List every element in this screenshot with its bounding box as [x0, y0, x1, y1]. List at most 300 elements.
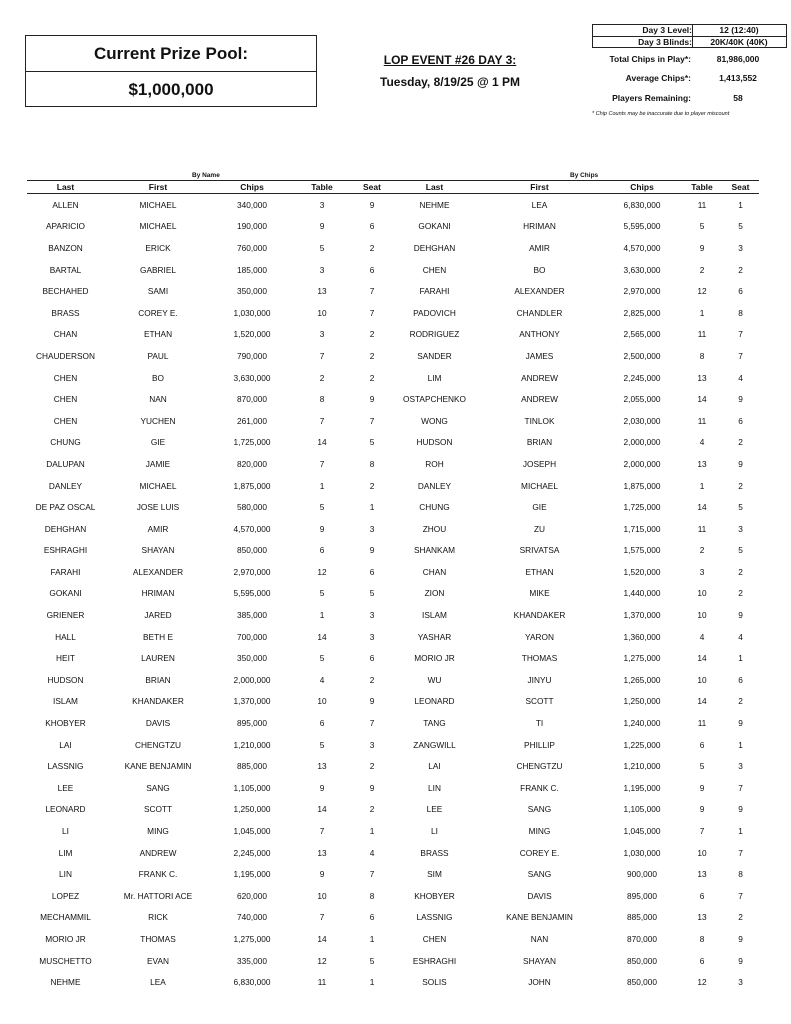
table-number-cell: 14 [697, 502, 707, 513]
seat-number-cell: 3 [738, 242, 743, 253]
last-name-cell: BARTAL [49, 264, 82, 275]
first-name-cell: HRIMAN [523, 221, 556, 232]
first-name-cell: BRIAN [145, 674, 171, 685]
first-name-cell: LEA [150, 977, 166, 988]
table-number-cell: 11 [697, 329, 707, 340]
chips-cell: 2,970,000 [233, 566, 271, 577]
table-row [27, 712, 759, 734]
last-name-cell: LEE [426, 804, 443, 815]
last-name-cell: ISLAM [422, 610, 447, 621]
table-number-cell: 9 [699, 242, 705, 253]
first-name-cell: SAMI [147, 286, 169, 297]
table-number-cell: 13 [317, 286, 327, 297]
first-name-cell: SANG [527, 869, 552, 880]
chips-cell: 1,030,000 [623, 847, 661, 858]
last-name-cell: HUDSON [47, 674, 84, 685]
last-name-cell: DEHGHAN [44, 523, 87, 534]
last-name-cell: APARICIO [45, 221, 86, 232]
last-name-cell: FARAHI [50, 566, 81, 577]
table-number-cell: 4 [699, 437, 705, 448]
table-number-cell: 9 [319, 782, 325, 793]
last-name-cell: DALUPAN [46, 458, 85, 469]
seat-number-cell: 2 [369, 350, 375, 361]
first-name-cell: JOSEPH [522, 458, 557, 469]
seat-number-cell: 5 [369, 955, 375, 966]
table-number-cell: 7 [319, 912, 325, 923]
last-name-cell: MUSCHETTO [39, 955, 92, 966]
table-row [27, 669, 759, 691]
chips-cell: 1,370,000 [233, 696, 271, 707]
first-name-cell: SHAYAN [141, 545, 175, 556]
last-name-cell: SHANKAM [413, 545, 456, 556]
first-name-cell: KHANDAKER [132, 696, 184, 707]
table-number-cell: 5 [319, 502, 325, 513]
players-remaining-label: Players Remaining: [612, 93, 691, 103]
chips-cell: 340,000 [237, 199, 267, 210]
table-number-cell: 12 [317, 566, 327, 577]
seat-number-cell: 5 [738, 545, 743, 556]
seat-number-cell: 3 [738, 977, 743, 988]
last-name-cell: LAI [59, 739, 72, 750]
table-number-cell: 13 [697, 458, 707, 469]
first-name-cell: JAMIE [145, 458, 171, 469]
table-row [27, 799, 759, 821]
last-name-cell: CHAUDERSON [35, 350, 95, 361]
seat-number-cell: 4 [738, 631, 743, 642]
last-name-cell: CHUNG [50, 437, 81, 448]
chips-cell: 850,000 [237, 545, 267, 556]
table-number-cell: 13 [317, 761, 327, 772]
last-name-cell: DANLEY [417, 480, 452, 491]
seat-number-cell: 4 [369, 847, 375, 858]
table-number-cell: 9 [319, 523, 325, 534]
table-number-cell: 14 [317, 804, 327, 815]
table-number-cell: 2 [319, 372, 325, 383]
table-row [27, 367, 759, 389]
last-name-cell: CHEN [422, 933, 447, 944]
chips-cell: 1,250,000 [623, 696, 661, 707]
table-row [27, 907, 759, 929]
table-row [27, 820, 759, 842]
chips-cell: 740,000 [237, 912, 267, 923]
table-number-cell: 1 [699, 480, 705, 491]
last-name-cell: ESHRAGHI [43, 545, 88, 556]
chips-cell: 900,000 [627, 869, 657, 880]
last-name-cell: ISLAM [53, 696, 78, 707]
level-blinds-box [592, 24, 787, 48]
last-name-cell: LI [62, 826, 69, 837]
chips-cell: 5,595,000 [233, 588, 271, 599]
last-name-cell: KHOBYER [45, 718, 86, 729]
table-number-cell: 10 [697, 847, 707, 858]
first-name-cell: ALEXANDER [514, 286, 565, 297]
chips-cell: 1,520,000 [623, 566, 661, 577]
last-name-cell: KHOBYER [414, 890, 455, 901]
seat-number-cell: 2 [738, 588, 743, 599]
chips-cell: 2,000,000 [233, 674, 271, 685]
chips-cell: 1,045,000 [233, 826, 271, 837]
players-remaining-value: 58 [733, 93, 743, 103]
seat-number-cell: 2 [369, 329, 375, 340]
table-row [27, 604, 759, 626]
chips-cell: 1,575,000 [623, 545, 661, 556]
seat-number-cell: 1 [369, 977, 375, 988]
last-name-cell: NEHME [50, 977, 81, 988]
seat-number-cell: 1 [738, 199, 743, 210]
table-number-cell: 3 [699, 566, 705, 577]
last-name-cell: GRIENER [46, 610, 85, 621]
table-number-cell: 6 [699, 955, 705, 966]
first-name-cell: TINLOK [524, 415, 555, 426]
last-name-cell: HUDSON [416, 437, 453, 448]
event-info [360, 49, 540, 93]
table-row [27, 691, 759, 713]
last-name-cell: CHEN [53, 372, 78, 383]
total-chips-label: Total Chips in Play*: [609, 54, 691, 64]
blinds-label: Day 3 Blinds: [638, 37, 692, 47]
first-name-cell: DAVIS [527, 890, 552, 901]
first-name-cell: ALEXANDER [132, 566, 184, 577]
chips-cell: 850,000 [627, 977, 657, 988]
column-header-chips: Chips [212, 181, 292, 194]
table-number-cell: 10 [317, 696, 327, 707]
last-name-cell: ALLEN [52, 199, 79, 210]
table-number-cell: 7 [319, 458, 325, 469]
table-row [27, 842, 759, 864]
first-name-cell: COREY E. [519, 847, 560, 858]
chips-cell: 2,565,000 [623, 329, 661, 340]
table-number-cell: 1 [699, 307, 705, 318]
seat-number-cell: 2 [369, 674, 375, 685]
table-row [27, 388, 759, 410]
seat-number-cell: 9 [369, 696, 375, 707]
seat-number-cell: 6 [738, 674, 743, 685]
chips-cell: 1,250,000 [233, 804, 271, 815]
table-number-cell: 12 [697, 977, 707, 988]
seat-number-cell: 6 [369, 912, 375, 923]
first-name-cell: JOSE LUIS [136, 502, 180, 513]
chips-cell: 895,000 [627, 890, 657, 901]
first-name-cell: YARON [525, 631, 554, 642]
chips-cell: 190,000 [237, 221, 267, 232]
first-name-cell: MIKE [529, 588, 550, 599]
first-name-cell: SCOTT [143, 804, 173, 815]
seat-number-cell: 9 [738, 458, 743, 469]
chips-cell: 1,875,000 [233, 480, 271, 491]
table-row [27, 647, 759, 669]
column-header-chips: Chips [602, 181, 682, 194]
chips-cell: 1,440,000 [623, 588, 661, 599]
blinds-line [593, 36, 786, 48]
table-number-cell: 12 [317, 955, 327, 966]
seat-number-cell: 1 [369, 502, 375, 513]
table-row [27, 194, 759, 216]
first-name-cell: THOMAS [140, 933, 176, 944]
column-header-table: Table [292, 181, 352, 194]
seat-number-cell: 2 [369, 804, 375, 815]
first-name-cell: DAVIS [145, 718, 171, 729]
table-number-cell: 8 [699, 350, 705, 361]
chips-cell: 1,715,000 [623, 523, 661, 534]
last-name-cell: BRASS [51, 307, 80, 318]
table-row [27, 540, 759, 562]
seat-number-cell: 9 [369, 199, 375, 210]
column-header-table: Table [682, 181, 722, 194]
seat-number-cell: 7 [738, 890, 743, 901]
seat-number-cell: 3 [369, 610, 375, 621]
chips-cell: 1,225,000 [623, 739, 661, 750]
table-row [27, 453, 759, 475]
seat-number-cell: 6 [369, 653, 375, 664]
last-name-cell: WONG [421, 415, 448, 426]
table-number-cell: 8 [699, 933, 705, 944]
chips-cell: 2,030,000 [623, 415, 661, 426]
seat-number-cell: 2 [738, 912, 743, 923]
last-name-cell: LI [431, 826, 438, 837]
last-name-cell: NEHME [419, 199, 450, 210]
table-row [27, 496, 759, 518]
chips-cell: 3,630,000 [623, 264, 661, 275]
chips-cell: 6,830,000 [233, 977, 271, 988]
table-number-cell: 14 [317, 631, 327, 642]
seat-number-cell: 3 [738, 523, 743, 534]
table-number-cell: 7 [319, 826, 325, 837]
first-name-cell: MICHAEL [521, 480, 558, 491]
last-name-cell: GOKANI [49, 588, 82, 599]
last-name-cell: CHAN [422, 566, 447, 577]
table-number-cell: 11 [697, 199, 707, 210]
table-number-cell: 13 [697, 912, 707, 923]
first-name-cell: SCOTT [525, 696, 554, 707]
chips-cell: 700,000 [237, 631, 267, 642]
last-name-cell: BECHAHED [42, 286, 89, 297]
first-name-cell: MICHAEL [139, 480, 177, 491]
table-row [27, 950, 759, 972]
chips-cell: 1,265,000 [623, 674, 661, 685]
column-header-seat: Seat [352, 181, 392, 194]
table-number-cell: 5 [699, 221, 705, 232]
column-header-last: Last [392, 181, 477, 194]
table-number-cell: 10 [697, 674, 707, 685]
last-name-cell: LASSNIG [47, 761, 84, 772]
last-name-cell: FARAHI [419, 286, 450, 297]
first-name-cell: MICHAEL [139, 221, 177, 232]
first-name-cell: NAN [149, 394, 167, 405]
first-name-cell: JINYU [527, 674, 552, 685]
last-name-cell: MECHAMMIL [40, 912, 91, 923]
seat-number-cell: 8 [738, 869, 743, 880]
first-name-cell: MICHAEL [139, 199, 177, 210]
table-row [27, 626, 759, 648]
table-number-cell: 5 [319, 739, 325, 750]
seat-number-cell: 7 [369, 307, 375, 318]
table-number-cell: 10 [317, 307, 327, 318]
first-name-cell: ZU [533, 523, 546, 534]
first-name-cell: PHILLIP [524, 739, 555, 750]
level-label: Day 3 Level: [642, 25, 692, 35]
last-name-cell: YASHAR [417, 631, 452, 642]
seat-number-cell: 9 [369, 782, 375, 793]
table-number-cell: 14 [697, 653, 707, 664]
seat-number-cell: 5 [369, 437, 375, 448]
last-name-cell: DE PAZ OSCAL [35, 502, 96, 513]
chips-cell: 1,725,000 [623, 502, 661, 513]
first-name-cell: LAUREN [141, 653, 175, 664]
table-number-cell: 5 [319, 242, 325, 253]
chips-cell: 185,000 [237, 264, 267, 275]
table-number-cell: 6 [699, 739, 705, 750]
seat-number-cell: 6 [369, 264, 375, 275]
chips-cell: 2,245,000 [623, 372, 661, 383]
chips-cell: 870,000 [237, 394, 267, 405]
last-name-cell: LAI [428, 761, 441, 772]
seat-number-cell: 5 [738, 221, 743, 232]
table-row [27, 863, 759, 885]
last-name-cell: SOLIS [422, 977, 447, 988]
table-number-cell: 7 [699, 826, 705, 837]
last-name-cell: LOPEZ [51, 890, 80, 901]
table-row [27, 259, 759, 281]
chips-cell: 3,630,000 [233, 372, 271, 383]
table-number-cell: 12 [697, 286, 707, 297]
first-name-cell: HRIMAN [141, 588, 175, 599]
first-name-cell: BO [152, 372, 164, 383]
last-name-cell: LIN [59, 869, 72, 880]
last-name-cell: SANDER [417, 350, 452, 361]
last-name-cell: CHAN [53, 329, 78, 340]
chips-cell: 1,520,000 [233, 329, 271, 340]
first-name-cell: YUCHEN [140, 415, 176, 426]
table-row [27, 475, 759, 497]
seat-number-cell: 1 [369, 826, 375, 837]
table-row [27, 561, 759, 583]
table-number-cell: 9 [319, 221, 325, 232]
table-row [27, 216, 759, 238]
first-name-cell: ETHAN [525, 566, 554, 577]
column-header-first: First [104, 181, 212, 194]
first-name-cell: SANG [146, 782, 170, 793]
level-value: 12 (12:40) [719, 25, 759, 35]
table-number-cell: 2 [699, 264, 705, 275]
first-name-cell: LEA [531, 199, 548, 210]
table-number-cell: 10 [697, 610, 707, 621]
table-number-cell: 10 [317, 890, 327, 901]
chips-cell: 1,275,000 [623, 653, 661, 664]
last-name-cell: GOKANI [418, 221, 451, 232]
table-row [27, 928, 759, 950]
table-number-cell: 7 [319, 415, 325, 426]
last-name-cell: CHEN [53, 394, 78, 405]
event-date: Tuesday, 8/19/25 @ 1 PM [380, 75, 520, 89]
chips-cell: 1,725,000 [233, 437, 271, 448]
seat-number-cell: 7 [369, 869, 375, 880]
table-row [27, 734, 759, 756]
seat-number-cell: 3 [369, 631, 375, 642]
chips-cell: 2,055,000 [623, 394, 661, 405]
seat-number-cell: 7 [738, 329, 743, 340]
prize-pool-box [25, 35, 317, 107]
table-row [27, 237, 759, 259]
last-name-cell: BRASS [420, 847, 449, 858]
first-name-cell: SANG [527, 804, 552, 815]
chips-cell: 1,875,000 [623, 480, 661, 491]
table-number-cell: 3 [319, 199, 325, 210]
table-number-cell: 9 [319, 869, 325, 880]
last-name-cell: ZION [424, 588, 445, 599]
table-number-cell: 6 [699, 890, 705, 901]
seat-number-cell: 7 [369, 415, 375, 426]
last-name-cell: ZANGWILL [413, 739, 456, 750]
last-name-cell: TANG [423, 718, 446, 729]
seat-number-cell: 9 [369, 394, 375, 405]
seat-number-cell: 2 [738, 480, 743, 491]
table-row [27, 345, 759, 367]
table-number-cell: 13 [317, 847, 327, 858]
first-name-cell: SRIVATSA [519, 545, 560, 556]
first-name-cell: FRANK C. [138, 869, 178, 880]
table-number-cell: 7 [319, 350, 325, 361]
table-number-cell: 9 [699, 782, 705, 793]
last-name-cell: DANLEY [48, 480, 83, 491]
chips-cell: 5,595,000 [623, 221, 661, 232]
table-number-cell: 5 [699, 761, 705, 772]
chips-cell: 2,000,000 [623, 458, 661, 469]
table-row [27, 885, 759, 907]
table-number-cell: 10 [697, 588, 707, 599]
table-number-cell: 14 [697, 394, 707, 405]
first-name-cell: AMIR [529, 242, 550, 253]
seat-number-cell: 1 [738, 653, 743, 664]
table-number-cell: 9 [699, 804, 705, 815]
table-row [27, 432, 759, 454]
chips-cell: 2,000,000 [623, 437, 661, 448]
seat-number-cell: 9 [738, 610, 743, 621]
blinds-value: 20K/40K (40K) [710, 37, 768, 47]
seat-number-cell: 1 [369, 933, 375, 944]
chips-cell: 261,000 [237, 415, 267, 426]
table-row [27, 410, 759, 432]
prize-pool-amount: $1,000,000 [26, 71, 316, 107]
last-name-cell: MORIO JR [45, 933, 86, 944]
first-name-cell: KANE BENJAMIN [124, 761, 192, 772]
first-name-cell: JOHN [528, 977, 551, 988]
seat-number-cell: 7 [738, 350, 743, 361]
table-number-cell: 1 [319, 610, 325, 621]
seat-number-cell: 3 [369, 739, 375, 750]
first-name-cell: BO [533, 264, 546, 275]
chips-cell: 1,105,000 [623, 804, 661, 815]
table-number-cell: 11 [697, 523, 707, 534]
column-header-last: Last [27, 181, 104, 194]
section-label-by-chips: By Chips [570, 172, 599, 179]
chips-cell: 1,370,000 [623, 610, 661, 621]
first-name-cell: GIE [532, 502, 547, 513]
section-label-by-name: By Name [192, 172, 220, 179]
seat-number-cell: 2 [369, 372, 375, 383]
table-number-cell: 5 [319, 653, 325, 664]
average-chips-label: Average Chips*: [625, 73, 691, 83]
seat-number-cell: 2 [738, 437, 743, 448]
first-name-cell: ANDREW [521, 372, 558, 383]
table-number-cell: 6 [319, 718, 325, 729]
last-name-cell: ROH [425, 458, 444, 469]
chips-cell: 1,045,000 [623, 826, 661, 837]
seat-number-cell: 9 [738, 804, 743, 815]
seat-number-cell: 6 [738, 286, 743, 297]
chips-cell: 760,000 [237, 242, 267, 253]
first-name-cell: CHENGTZU [134, 739, 182, 750]
chips-cell: 580,000 [237, 502, 267, 513]
